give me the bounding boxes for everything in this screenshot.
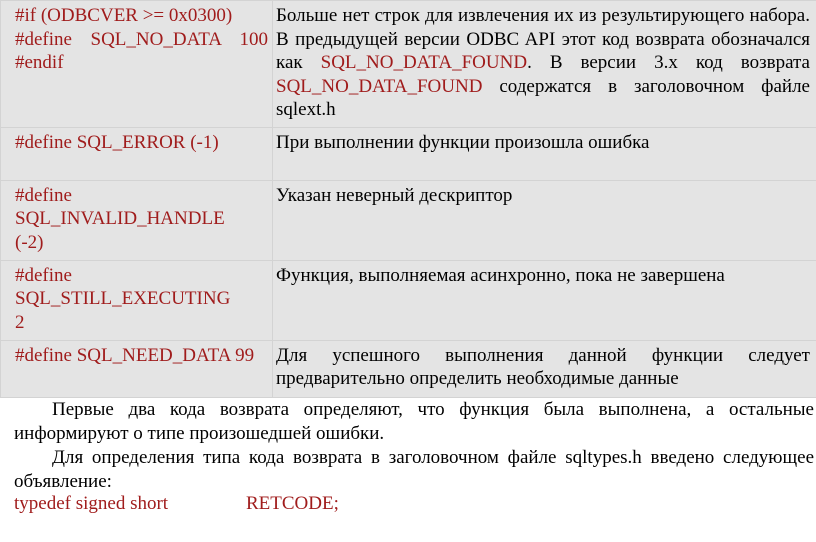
define-line: #define SQL_NEED_DATA 99	[15, 344, 255, 366]
paragraph-text: Для определения типа кода возврата в заголовочном файле sqltypes.h введено следующее объявление:	[14, 447, 814, 492]
description-cell	[273, 127, 816, 180]
define-line: #if (ODBCVER >= 0x0300)	[15, 5, 233, 26]
paragraph	[14, 398, 814, 445]
typedef-name: RETCODE;	[246, 493, 339, 514]
define-line: SQL_INVALID_HANDLE	[15, 208, 225, 229]
typedef-type: typedef signed short	[14, 493, 169, 514]
paragraph	[14, 446, 814, 493]
description-cell	[273, 1, 816, 128]
code-constant: SQL_NO_DATA_FOUND	[320, 52, 528, 73]
description-text: Функция, выполняемая асинхронно, пока не завершена	[276, 264, 725, 286]
description-text: При выполнении функции произошла ошибка	[276, 131, 650, 153]
define-line: #define	[15, 184, 72, 206]
table-row	[1, 180, 816, 260]
define-line: #define	[15, 264, 72, 286]
define-line: #define SQL_ERROR (-1)	[15, 131, 219, 153]
description-cell	[273, 260, 816, 340]
description-text: . В версии 3.x код возврата	[527, 52, 810, 73]
define-line: (-2)	[15, 231, 44, 253]
paragraph-text: Первые два кода возврата определяют, что функция была выполнена, а остальные информируют о типе произошедшей ошибки.	[14, 399, 814, 444]
table-row	[1, 340, 816, 397]
define-cell	[1, 340, 273, 397]
define-cell	[1, 1, 273, 128]
define-cell	[1, 127, 273, 180]
description-text: Больше нет строк для извлечения их из результирующего набора. В предыдущей версии ODBC API этот код возврата обозначался как	[276, 5, 810, 73]
description-text: Для успешного выполнения данной функции следует предварительно определить необходимые данные	[276, 344, 810, 389]
table-row	[1, 260, 816, 340]
define-line: #define SQL_NO_DATA 100	[15, 28, 268, 50]
define-line: SQL_STILL_EXECUTING	[15, 288, 231, 309]
define-cell	[1, 180, 273, 260]
define-cell	[1, 260, 273, 340]
typedef-declaration	[14, 492, 339, 516]
code-constant: SQL_NO_DATA_FOUND	[276, 75, 483, 97]
define-line: #endif	[15, 52, 64, 73]
description-cell	[273, 180, 816, 260]
description-text: содержатся в заголовочном файле sqlext.h	[276, 75, 810, 120]
table-row	[1, 127, 816, 180]
description-cell	[273, 340, 816, 397]
define-line: 2	[15, 311, 25, 333]
table-row	[1, 1, 816, 128]
description-text: Указан неверный дескриптор	[276, 184, 513, 206]
